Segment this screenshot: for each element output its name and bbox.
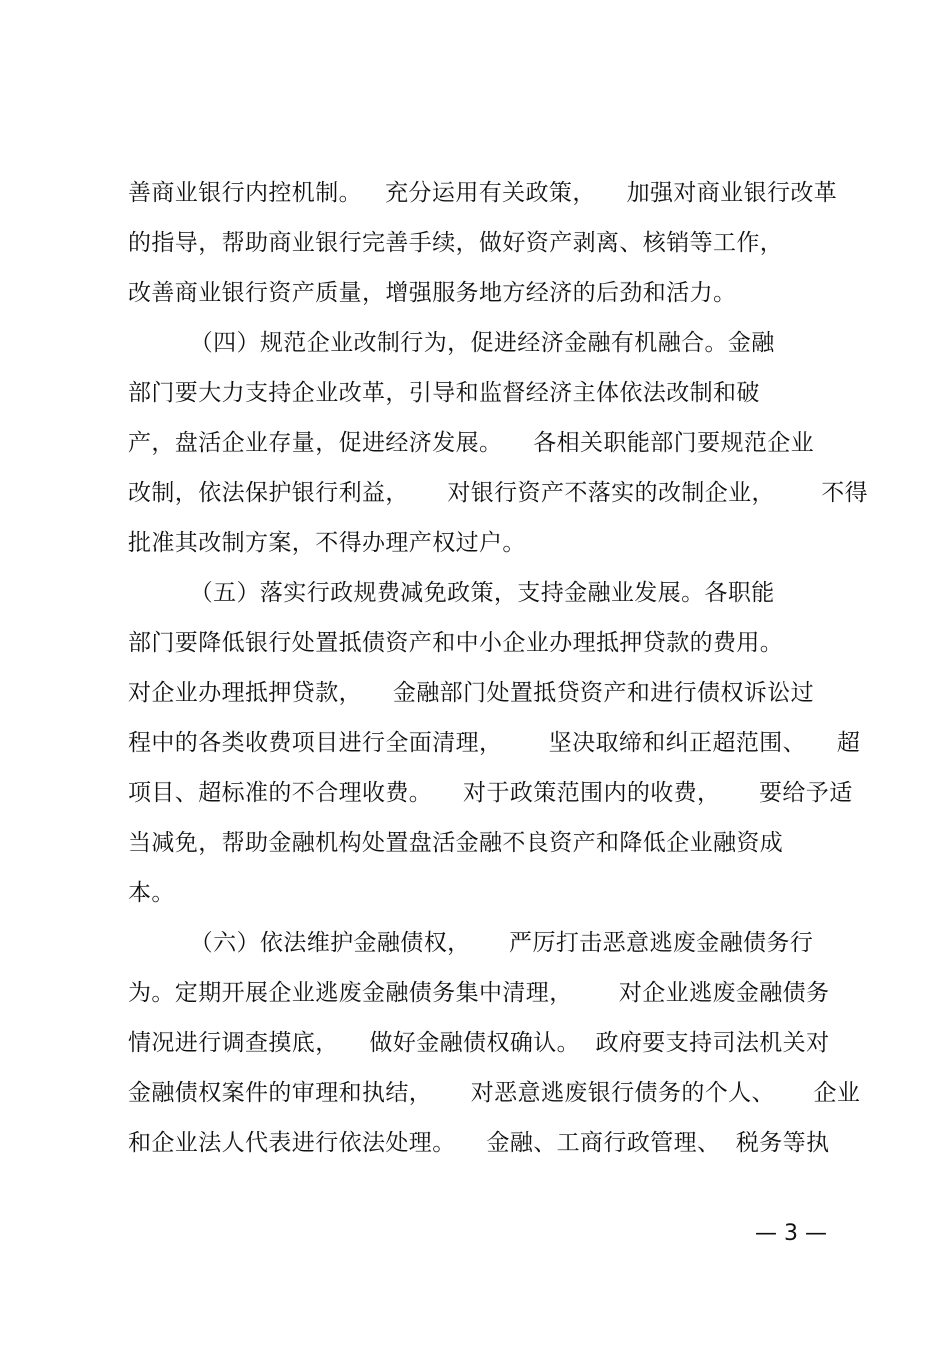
text-line: 情况进行调查摸底， 做好金融债权确认。 政府要支持司法机关对 <box>128 1030 830 1056</box>
text-line: 和企业法人代表进行依法处理。 金融、工商行政管理、 税务等执 <box>128 1130 830 1156</box>
text-line: 对企业办理抵押贷款， 金融部门处置抵贷资产和进行债权诉讼过 <box>128 680 815 706</box>
text-line: 改制，依法保护银行利益， 对银行资产不落实的改制企业， 不得 <box>128 480 869 506</box>
text-line: 部门要大力支持企业改革，引导和监督经济主体依法改制和破 <box>128 380 760 406</box>
text-line: 批准其改制方案，不得办理产权过户。 <box>128 530 526 556</box>
text-line: （五）落实行政规费减免政策，支持金融业发展。各职能 <box>128 580 775 606</box>
text-line: （六）依法维护金融债权， 严厉打击恶意逃废金融债务行 <box>128 930 814 956</box>
page-number: — 3 — <box>755 1221 827 1246</box>
text-line: 部门要降低银行处置抵债资产和中小企业办理抵押贷款的费用。 <box>128 630 784 656</box>
text-line: 当减免，帮助金融机构处置盘活金融不良资产和降低企业融资成 <box>128 830 784 856</box>
text-line: 改善商业银行资产质量，增强服务地方经济的后劲和活力。 <box>128 280 737 306</box>
text-line: 产，盘活企业存量，促进经济发展。 各相关职能部门要规范企业 <box>128 430 815 456</box>
text-line: 本。 <box>128 880 175 906</box>
text-line: （四）规范企业改制行为，促进经济金融有机融合。金融 <box>128 330 775 356</box>
text-line: 善商业银行内控机制。 充分运用有关政策， 加强对商业银行改革 <box>128 180 838 206</box>
text-line: 金融债权案件的审理和执结， 对恶意逃废银行债务的个人、 企业 <box>128 1080 861 1106</box>
text-line: 项目、超标准的不合理收费。 对于政策范围内的收费， 要给予适 <box>128 780 853 806</box>
text-line: 为。定期开展企业逃废金融债务集中清理， 对企业逃废金融债务 <box>128 980 830 1006</box>
text-line: 的指导，帮助商业银行完善手续，做好资产剥离、核销等工作， <box>128 230 784 256</box>
text-line: 程中的各类收费项目进行全面清理， 坚决取缔和纠正超范围、 超 <box>128 730 861 756</box>
